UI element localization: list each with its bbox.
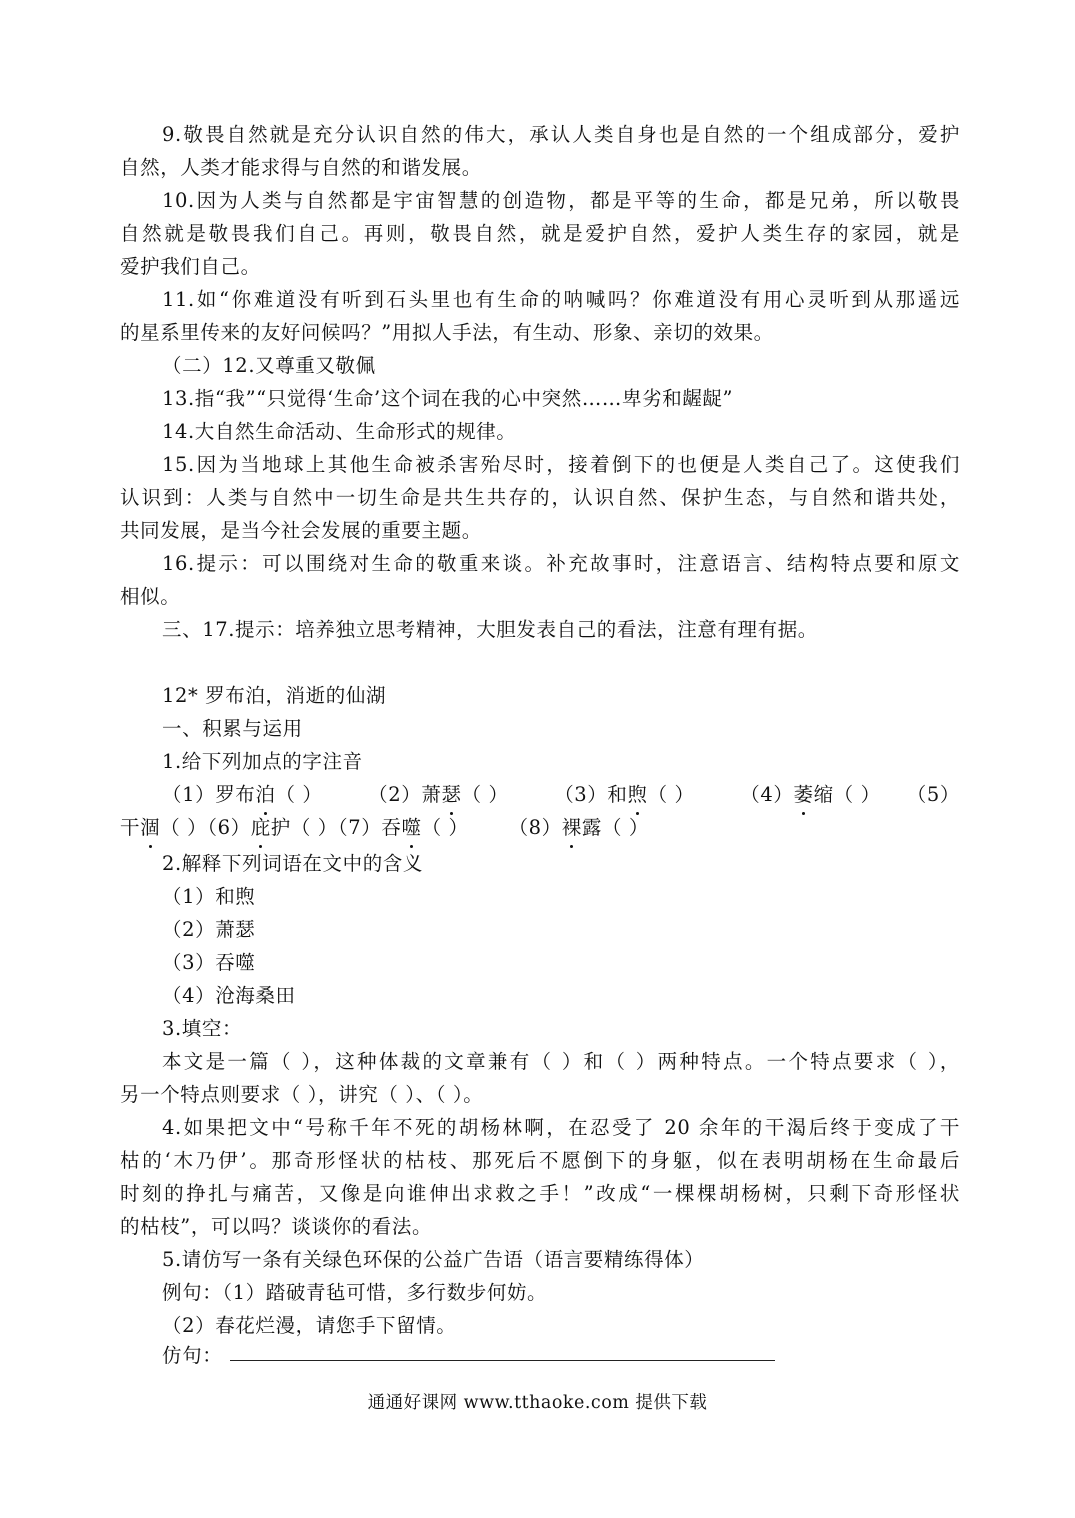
answer-11-line2: 的星系里传来的友好问候吗？”用拟人手法，有生动、形象、亲切的效果。	[120, 321, 774, 344]
answer-12: （二）12.又尊重又敬佩	[162, 354, 376, 377]
question-3-line1: 本文是一篇（ ），这种体裁的文章兼有（ ）和（ ）两种特点。一个特点要求（ ），	[162, 1050, 960, 1073]
question-4-line4: 的枯枝”，可以吗？谈谈你的看法。	[120, 1215, 433, 1238]
answer-10-line2: 自然就是敬畏我们自己。再则，敬畏自然，就是爱护自然，爱护人类生存的家园，就是	[120, 222, 960, 245]
imitation-label: 仿句：	[162, 1344, 223, 1367]
imitation-answer-line	[230, 1360, 775, 1361]
answer-16-line1: 16.提示：可以围绕对生命的敬重来谈。补充故事时，注意语言、结构特点要和原文	[162, 552, 960, 575]
answer-9-line1: 9.敬畏自然就是充分认识自然的伟大，承认人类自身也是自然的一个组成部分，爱护	[162, 123, 960, 146]
question-4-line1: 4.如果把文中“号称千年不死的胡杨林啊，在忍受了 20 余年的干渴后终于变成了干	[162, 1116, 960, 1139]
item-3: （3）和煦（ ）	[554, 783, 694, 806]
question-2: 2.解释下列词语在文中的含义	[162, 852, 424, 875]
section-heading: 一、积累与运用	[162, 717, 303, 740]
q2-item-1: （1）和煦	[162, 885, 256, 908]
pinyin-items-line1	[162, 778, 960, 811]
question-3-line2: 另一个特点则要求（ ），讲究（ ）、（ ）。	[120, 1083, 484, 1106]
question-4-line3: 时刻的挣扎与痛苦，又像是向谁伸出求救之手！”改成“一棵棵胡杨树，只剩下奇形怪状	[120, 1182, 960, 1205]
q2-item-3: （3）吞噬	[162, 951, 256, 974]
item-1: （1）罗布泊（ ）	[162, 783, 323, 806]
item-4: （4）萎缩（ ）	[740, 783, 880, 806]
question-4-line2: 枯的‘木乃伊’。那奇形怪状的枯枝、那死后不愿倒下的身躯，似在表明胡杨在生命最后	[120, 1149, 960, 1172]
example-2: （2）春花烂漫，请您手下留情。	[162, 1314, 457, 1337]
answer-17: 三、17.提示：培养独立思考精神，大胆发表自己的看法，注意有理有据。	[162, 618, 818, 641]
answer-15-line2: 认识到：人类与自然中一切生命是共生共存的，认识自然、保护生态，与自然和谐共处，	[120, 486, 960, 509]
answer-10-line1: 10.因为人类与自然都是宇宙智慧的创造物，都是平等的生命，都是兄弟，所以敬畏	[162, 189, 960, 212]
pinyin-items-line2: 干涸（ ）（6）庇护（ ）（7）吞噬（ ） （8）裸露（ ）	[120, 811, 960, 844]
lesson-title: 12* 罗布泊，消逝的仙湖	[162, 684, 387, 707]
answer-15-line1: 15.因为当地球上其他生命被杀害殆尽时，接着倒下的也便是人类自己了。这使我们	[162, 453, 960, 476]
answer-14: 14.大自然生命活动、生命形式的规律。	[162, 420, 517, 443]
answer-16-line2: 相似。	[120, 585, 181, 608]
q2-item-4: （4）沧海桑田	[162, 984, 296, 1007]
example-1: 例句：（1）踏破青毡可惜，多行数步何妨。	[162, 1281, 548, 1304]
page-footer: 通通好课网 www.tthaoke.com 提供下载	[367, 1393, 708, 1413]
answer-10-line3: 爱护我们自己。	[120, 255, 261, 278]
answer-15-line3: 共同发展，是当今社会发展的重要主题。	[120, 519, 482, 542]
answer-13: 13.指“我”“只觉得‘生命’这个词在我的心中突然……卑劣和龌龊”	[162, 387, 734, 410]
question-5: 5.请仿写一条有关绿色环保的公益广告语（语言要精练得体）	[162, 1248, 705, 1271]
answer-11-line1: 11.如“你难道没有听到石头里也有生命的呐喊吗？你难道没有用心灵听到从那遥远	[162, 288, 960, 311]
question-1: 1.给下列加点的字注音	[162, 750, 363, 773]
item-5-number: （5）	[906, 783, 960, 806]
item-2: （2）萧瑟（ ）	[368, 783, 508, 806]
answer-9-line2: 自然，人类才能求得与自然的和谐发展。	[120, 156, 482, 179]
question-3: 3.填空：	[162, 1017, 243, 1040]
q2-item-2: （2）萧瑟	[162, 918, 256, 941]
